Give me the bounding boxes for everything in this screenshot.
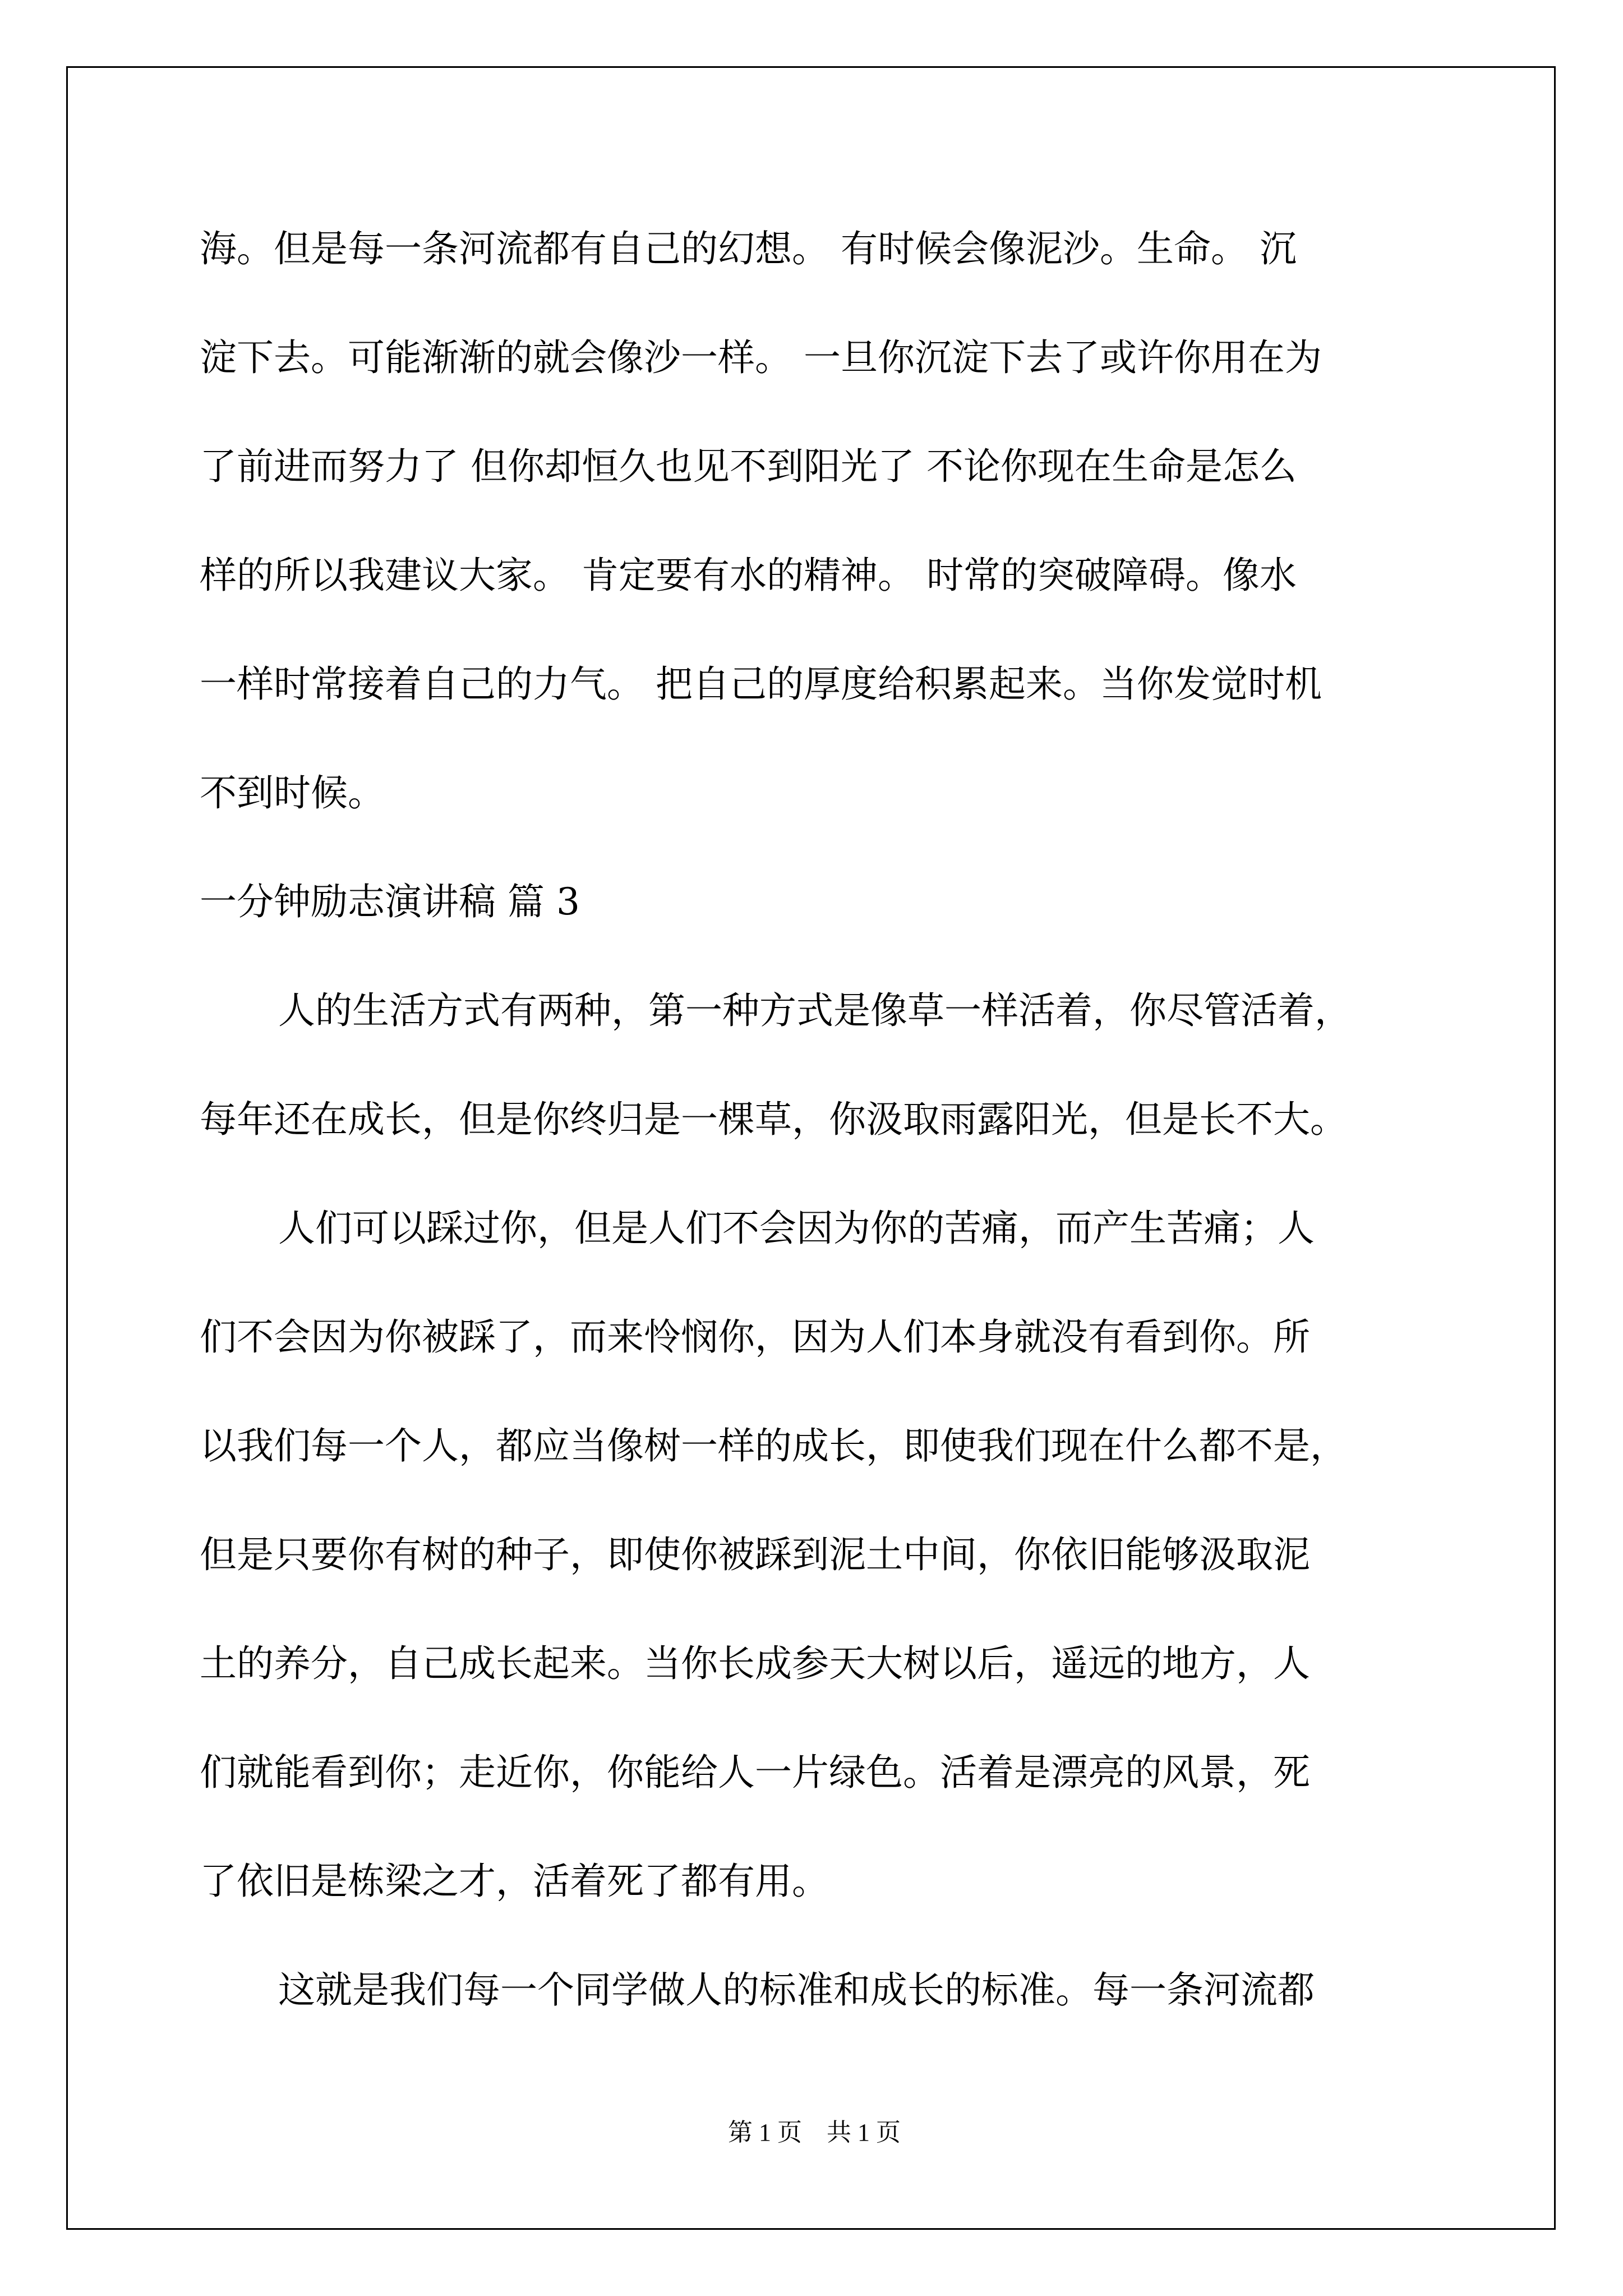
page-border: [66, 66, 1556, 2230]
page-number: 第 1 页 共 1 页: [728, 2119, 901, 2146]
